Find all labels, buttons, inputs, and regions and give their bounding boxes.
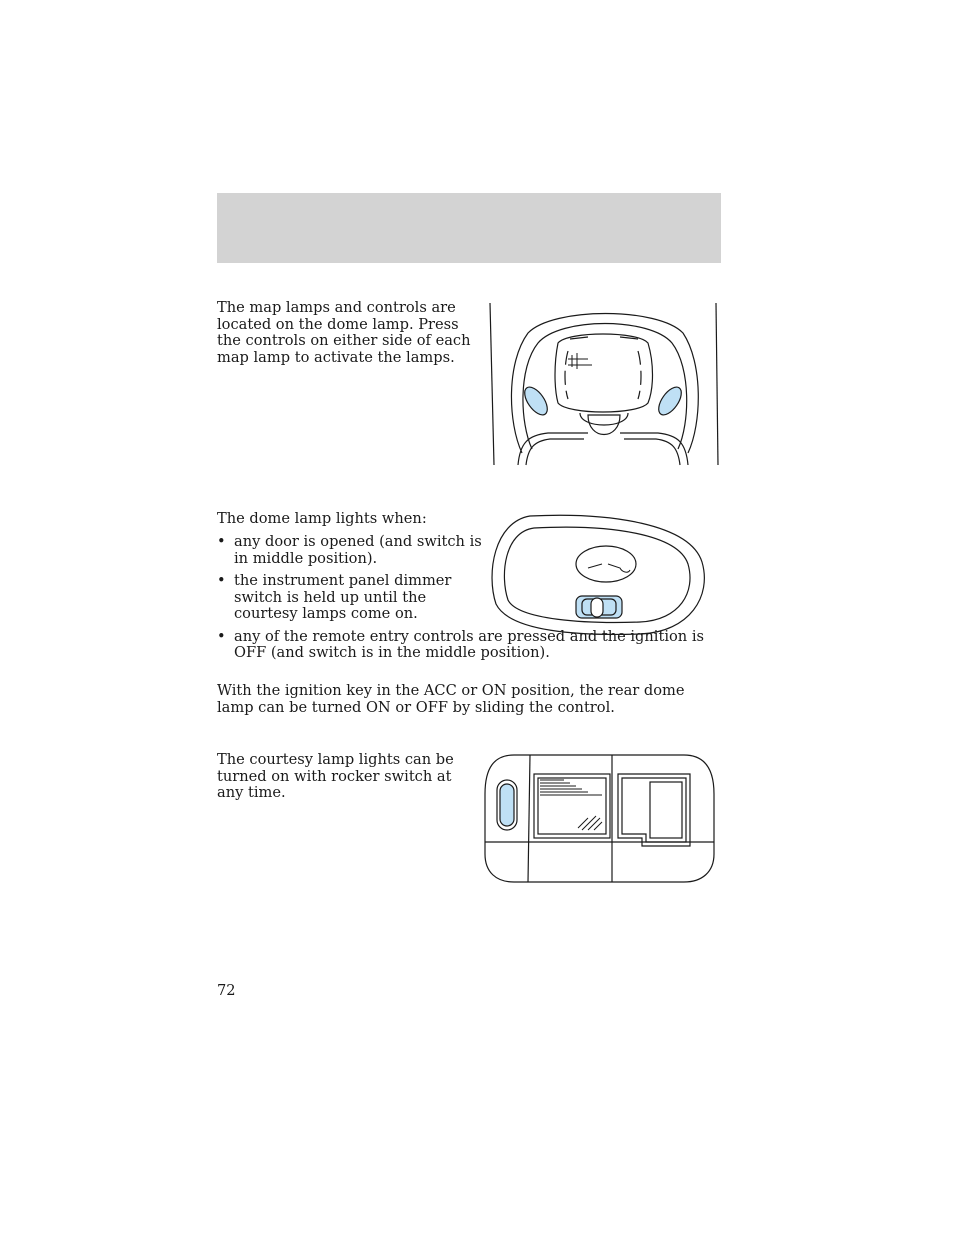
list-item: • any door is opened (and switch is in middle position). — [217, 533, 482, 567]
map-lamp-figure — [488, 303, 721, 468]
courtesy-lamp-figure — [484, 754, 716, 884]
courtesy-rocker-switch — [500, 784, 514, 826]
right-map-lamp-button — [654, 383, 685, 418]
left-map-lamp-button — [520, 383, 551, 418]
courtesy-lamp-text: The courtesy lamp lights can be turned on with rocker switch at any time. — [217, 751, 454, 801]
dome-lamp-figure — [490, 514, 708, 636]
dome-lamp-intro: The dome lamp lights when: — [217, 510, 427, 527]
list-item: • any of the remote entry controls are pressed and the ignition is OFF (and switch is in the middle position). — [217, 627, 704, 661]
page-number: 72 — [217, 982, 236, 999]
rear-dome-lamp-text: With the ignition key in the ACC or ON position, the rear dome lamp can be turned ON or OFF by sliding the control. — [217, 682, 685, 716]
section-header-band — [217, 193, 721, 263]
map-lamps-text: The map lamps and controls are located on the dome lamp. Press the controls on either side of each map lamp to activate the lamps. — [217, 299, 471, 366]
list-item: • the instrument panel dimmer switch is held up until the courtesy lamps come on. — [217, 572, 452, 622]
